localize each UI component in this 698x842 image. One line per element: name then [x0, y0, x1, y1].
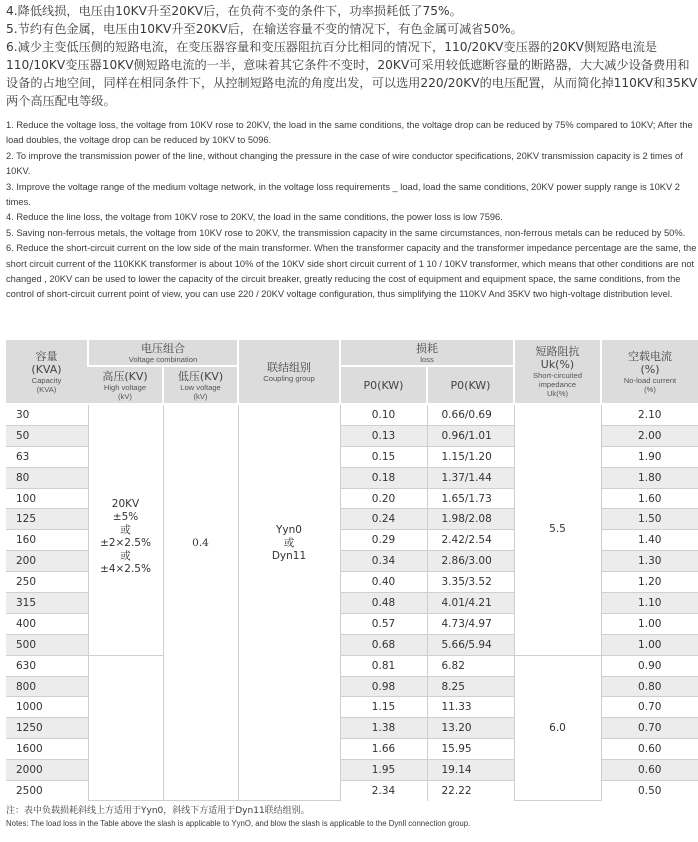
zh-item-5: 5.节约有色金属，电压由10KV升至20KV后，在输送容量不变的情况下，有色金属可减省50%。 — [6, 22, 523, 36]
no-load-loss-cell: 0.57 — [340, 613, 427, 634]
header-p0b: P0(KW) — [450, 378, 491, 392]
noload-current-cell: 2.10 — [601, 404, 698, 425]
load-loss-cell: 0.66/0.69 — [427, 404, 514, 425]
noload-current-cell: 0.50 — [601, 781, 698, 801]
high-voltage-cell-lower — [88, 655, 163, 801]
impedance-cell — [514, 404, 601, 655]
header-uk-en3: Uk(%) — [546, 389, 569, 398]
no-load-loss-cell: 0.98 — [340, 676, 427, 697]
no-load-loss-cell: 0.48 — [340, 593, 427, 614]
load-loss-cell: 13.20 — [427, 718, 514, 739]
header-coupling-group — [238, 340, 340, 404]
capacity-cell: 630 — [6, 655, 88, 676]
zh-item-4: 4.降低线损，电压由10KV升至20KV后，在负荷不变的条件下，功率损耗低了75%。 — [6, 4, 462, 18]
load-loss-cell: 1.15/1.20 — [427, 446, 514, 467]
header-lv-unit: (kV) — [193, 391, 208, 401]
note-zh: 注：表中负载损耗斜线上方适用于Yyn0，斜线下方适用于Dyn11联结组别。 — [6, 806, 310, 816]
load-loss-cell: 3.35/3.52 — [427, 572, 514, 593]
header-lv-en: Low voltage — [180, 382, 221, 392]
noload-current-cell: 1.40 — [601, 530, 698, 551]
capacity-cell: 1600 — [6, 739, 88, 760]
no-load-loss-cell: 0.40 — [340, 572, 427, 593]
header-capacity-unit: (KVA) — [31, 362, 62, 376]
no-load-loss-cell: 0.15 — [340, 446, 427, 467]
english-benefits-list — [6, 118, 698, 303]
table-row — [6, 655, 698, 676]
capacity-cell: 250 — [6, 572, 88, 593]
header-voltage-en: Voltage combination — [128, 354, 198, 364]
header-lv-zh: 低压(KV) — [177, 369, 224, 383]
header-capacity-zh: 容量 — [35, 349, 58, 363]
table-header — [6, 340, 698, 404]
capacity-cell: 2000 — [6, 760, 88, 781]
no-load-loss-cell: 0.13 — [340, 425, 427, 446]
uk-value: 5.5 — [549, 523, 566, 536]
en-item-1: 1. Reduce the voltage loss, the voltage from 10KV rose to 20KV, the load in the same conditions, the voltage drop can be reduced by 75% compared to 10KV; After the load doubles, the voltage drop can be reduced by 10KV to 5096. — [6, 120, 693, 146]
header-loss-en: loss — [420, 354, 434, 364]
capacity-cell: 30 — [6, 404, 88, 425]
header-hv-zh: 高压(KV) — [102, 369, 148, 383]
noload-current-cell: 1.10 — [601, 593, 698, 614]
header-impedance — [514, 340, 601, 404]
hv-value-line: 或 — [120, 523, 131, 536]
header-uk-en1: Short-circuited — [533, 371, 582, 380]
capacity-cell: 200 — [6, 551, 88, 572]
coupling-value-line: Yyn0 — [276, 524, 302, 537]
no-load-loss-cell: 0.34 — [340, 551, 427, 572]
chinese-benefits-list — [6, 2, 698, 110]
load-loss-cell: 4.01/4.21 — [427, 593, 514, 614]
header-capacity — [6, 340, 88, 404]
hv-value-line: ±2×2.5% — [100, 536, 151, 549]
no-load-loss-cell: 1.95 — [340, 760, 427, 781]
no-load-loss-cell: 0.20 — [340, 488, 427, 509]
noload-current-cell: 0.90 — [601, 655, 698, 676]
en-item-3: 3. Improve the voltage range of the medium voltage network, in the voltage loss requirements _ load, load the same conditions, 20KV power supply range is 10KV 2 times. — [6, 181, 680, 208]
lv-value: 0.4 — [192, 537, 209, 550]
coupling-group-cell — [238, 404, 340, 801]
no-load-loss-cell: 1.38 — [340, 718, 427, 739]
load-loss-cell: 4.73/4.97 — [427, 613, 514, 634]
load-loss-cell: 1.98/2.08 — [427, 509, 514, 530]
capacity-cell: 50 — [6, 425, 88, 446]
no-load-loss-cell: 0.68 — [340, 634, 427, 655]
en-item-2: 2. To improve the transmission power of the line, without changing the pressure in the case of wire conductor specifications, 20KV transmission capacity is 2 times of 10KV. — [6, 150, 683, 177]
header-hv-unit: (kV) — [118, 391, 132, 401]
header-no-load-loss — [340, 366, 427, 404]
load-loss-cell: 2.42/2.54 — [427, 530, 514, 551]
header-capacity-en: Capacity — [31, 375, 62, 385]
load-loss-cell: 15.95 — [427, 739, 514, 760]
noload-current-cell: 0.60 — [601, 739, 698, 760]
noload-current-cell: 0.70 — [601, 697, 698, 718]
header-noload-en-unit: (%) — [644, 384, 656, 394]
no-load-loss-cell: 0.18 — [340, 467, 427, 488]
header-loss — [340, 340, 514, 366]
capacity-cell: 125 — [6, 509, 88, 530]
header-uk-zh: 短路阻抗 — [535, 345, 580, 358]
header-hv-en: High voltage — [103, 382, 147, 392]
noload-current-cell: 1.30 — [601, 551, 698, 572]
noload-current-cell: 2.00 — [601, 425, 698, 446]
capacity-cell: 400 — [6, 613, 88, 634]
hv-value-line: 20KV — [111, 497, 140, 510]
header-coupling-zh: 联结组别 — [267, 360, 311, 374]
header-uk-zh2: Uk(%) — [540, 358, 575, 371]
header-voltage-zh: 电压组合 — [141, 341, 185, 355]
no-load-loss-cell: 1.66 — [340, 739, 427, 760]
load-loss-cell: 2.86/3.00 — [427, 551, 514, 572]
coupling-value-line: 或 — [283, 537, 295, 550]
zh-item-6: 6.减少主变低压侧的短路电流，在变压器容量和变压器阻抗百分比相同的情况下，110/20KV变压器的20KV侧短路电流是110/10KV变压器10KV侧短路电流的一半，意味着其它条件不变时，20KV可采用较低遮断容量的断路器，大大减少设备费用和设备的占地空间，同样在相同条件下，从控制短路电流的角度出发，可以选用220/20KV的电压配置，从而简化掉110KV和35KV两个高压配电等级。 — [6, 40, 698, 108]
header-high-voltage — [88, 366, 163, 404]
hv-value-line: ±4×2.5% — [100, 562, 151, 575]
no-load-loss-cell: 1.15 — [340, 697, 427, 718]
load-loss-cell: 8.25 — [427, 676, 514, 697]
header-noload-current — [601, 340, 698, 404]
capacity-cell: 63 — [6, 446, 88, 467]
impedance-cell — [514, 655, 601, 801]
load-loss-cell: 1.37/1.44 — [427, 467, 514, 488]
header-noload-unit: (%) — [640, 362, 660, 376]
no-load-loss-cell: 0.81 — [340, 655, 427, 676]
capacity-cell: 1000 — [6, 697, 88, 718]
no-load-loss-cell: 0.10 — [340, 404, 427, 425]
capacity-cell: 800 — [6, 676, 88, 697]
table-row — [6, 404, 698, 425]
load-loss-cell: 11.33 — [427, 697, 514, 718]
coupling-value-line: Dyn11 — [271, 550, 307, 563]
load-loss-cell: 6.82 — [427, 655, 514, 676]
header-voltage-combination — [88, 340, 238, 366]
header-noload-zh: 空载电流 — [628, 349, 672, 363]
noload-current-cell: 1.50 — [601, 509, 698, 530]
high-voltage-cell — [88, 404, 163, 655]
en-item-6: 6. Reduce the short-circuit current on the low side of the main transformer. When the transformer capacity and the transformer impedance percentage are the same, the short circuit current of the 110KKK transformer is about 10% of the 10KV side short circuit current of 1 10 / 10KV transformer, which means that other conditions are not changed , 20KV can be used to lower the capacity of the circuit breaker, greatly reducing the cost of equipment and equipment space, the same conditions, from the control of short-circuit current point of view, you can use 220 / 20KV voltage configuration, thus simplifying the 110KV And 35KV two high-voltage distribution level. — [6, 243, 697, 300]
noload-current-cell: 1.00 — [601, 613, 698, 634]
noload-current-cell: 0.80 — [601, 676, 698, 697]
header-noload-en: No-load current — [623, 375, 677, 385]
noload-current-cell: 0.60 — [601, 760, 698, 781]
noload-current-cell: 1.80 — [601, 467, 698, 488]
capacity-cell: 160 — [6, 530, 88, 551]
capacity-cell: 1250 — [6, 718, 88, 739]
capacity-cell: 500 — [6, 634, 88, 655]
load-loss-cell: 22.22 — [427, 781, 514, 801]
table-body — [6, 404, 698, 801]
capacity-cell: 80 — [6, 467, 88, 488]
en-item-5: 5. Saving non-ferrous metals, the voltage from 10KV rose to 20KV, the transmission capacity in the same circumstances, non-ferrous metals can be reduced by 50%. — [6, 227, 686, 238]
noload-current-cell: 1.00 — [601, 634, 698, 655]
header-low-voltage — [163, 366, 238, 404]
table-notes — [6, 805, 698, 830]
transformer-spec-table — [6, 340, 698, 801]
hv-value-line: ±5% — [112, 510, 139, 523]
header-capacity-en-unit: (KVA) — [36, 384, 57, 394]
no-load-loss-cell: 0.24 — [340, 509, 427, 530]
en-item-4: 4. Reduce the line loss, the voltage from 10KV rose to 20KV, the load in the same conditions, the power loss is low 7596. — [6, 212, 503, 223]
noload-current-cell: 1.60 — [601, 488, 698, 509]
noload-current-cell: 0.70 — [601, 718, 698, 739]
header-loss-zh: 损耗 — [416, 341, 438, 355]
load-loss-cell: 19.14 — [427, 760, 514, 781]
header-load-loss — [427, 366, 514, 404]
load-loss-cell: 0.96/1.01 — [427, 425, 514, 446]
low-voltage-cell — [163, 404, 238, 801]
noload-current-cell: 1.20 — [601, 572, 698, 593]
capacity-cell: 100 — [6, 488, 88, 509]
note-en: Notes: The load loss in the Table above the slash is applicable to YynO, and blow the slash is applicable to the Dynll connection group. — [6, 819, 471, 828]
noload-current-cell: 1.90 — [601, 446, 698, 467]
load-loss-cell: 1.65/1.73 — [427, 488, 514, 509]
no-load-loss-cell: 2.34 — [340, 781, 427, 801]
header-p0a: P0(KW) — [363, 378, 404, 392]
uk-value: 6.0 — [549, 721, 566, 734]
header-coupling-en: Coupling group — [263, 373, 315, 383]
header-uk-en2: impedance — [538, 380, 577, 389]
capacity-cell: 315 — [6, 593, 88, 614]
capacity-cell: 2500 — [6, 781, 88, 801]
no-load-loss-cell: 0.29 — [340, 530, 427, 551]
hv-value-line: 或 — [120, 549, 131, 562]
load-loss-cell: 5.66/5.94 — [427, 634, 514, 655]
